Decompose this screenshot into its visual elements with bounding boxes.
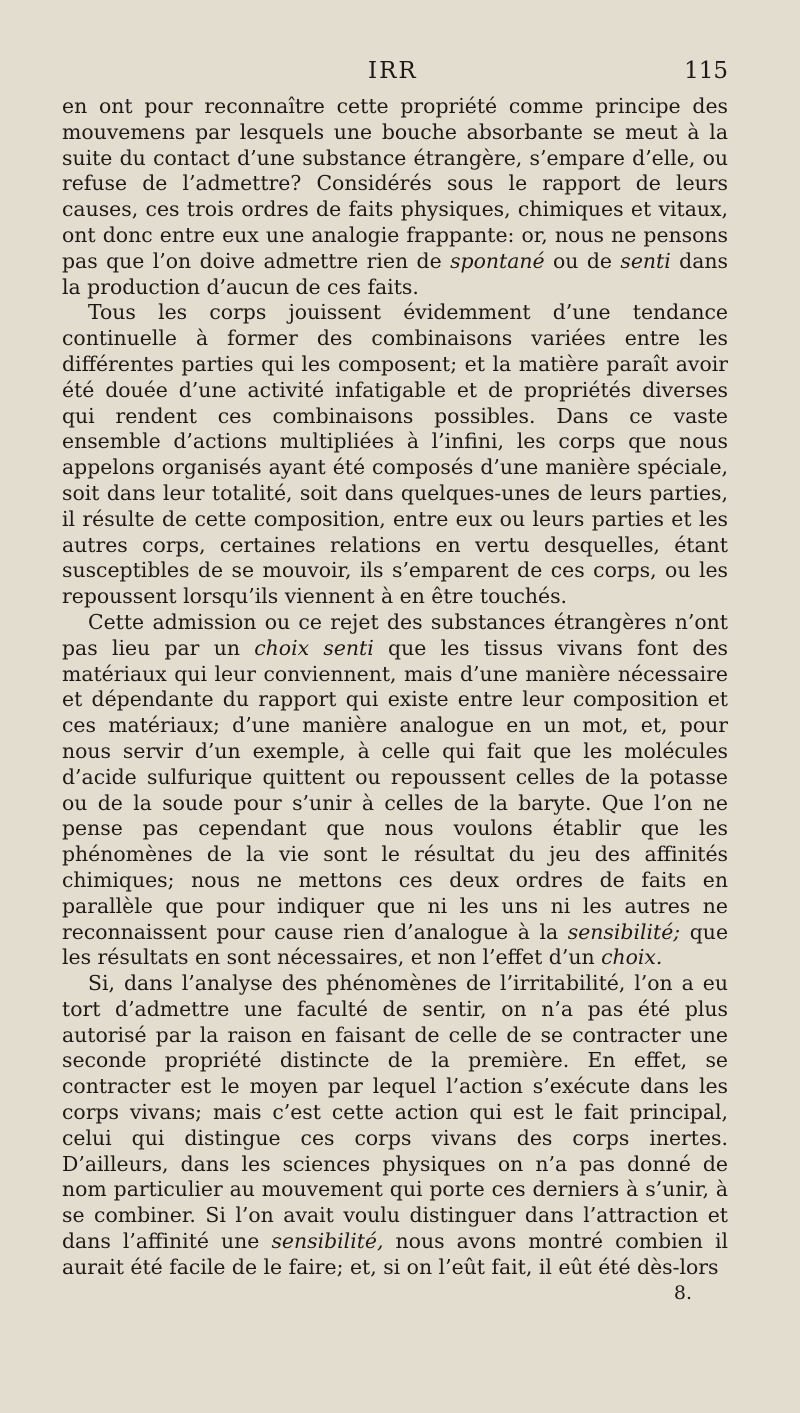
paragraph xyxy=(62,971,728,1281)
page-number: 115 xyxy=(684,58,728,84)
text-run: nous avons montré combien il aurait été facile de le faire; et, si on l’eût fait, il eût été dès-lors xyxy=(62,1229,728,1279)
italic-text: spontané xyxy=(450,248,545,273)
text-run: en ont pour reconnaître cette propriété comme principe des mouvemens par lesquels une bouche absorbante se meut à la suite du contact d’une substance étrangère, s’empare d’elle, ou refuse de l’admettre? Considérés sous le rapport de leurs causes, ces trois ordres de faits physiques, chimiques et vitaux, ont donc entre eux une analogie frappante: or, nous ne pensons pas que l’on doive admettre rien de xyxy=(62,94,728,273)
text-run: dans la production d’aucun de ces faits. xyxy=(62,248,728,299)
signature-mark: 8. xyxy=(673,1282,692,1304)
body-text xyxy=(62,94,728,1281)
italic-text: sensibilité, xyxy=(271,1229,384,1254)
paragraph xyxy=(62,610,728,971)
text-run: Si, dans l’analyse des phénomènes de l’irritabilité, l’on a eu tort d’admettre une faculté de sentir, on n’a pas été plus autorisé par la raison en faisant de celle de se contracter une seconde propriété distincte de la première. En effet, se contracter est le moyen par lequel l’action s’exécute dans les corps vivans; mais c’est cette action qui est le fait principal, celui qui distingue ces corps vivans des corps inertes. D’ailleurs, dans les sciences physiques on n’a pas donné de nom particulier au mouvement qui porte ces derniers à s’unir, à se combiner. Si l’on avait voulu distinguer dans l’attraction et dans l’affinité une xyxy=(62,971,728,1254)
text-run: que les tissus vivans font des matériaux qui leur conviennent, mais d’une manière nécessaire et dépendante du rapport qui existe entre leur composition et ces matériaux; d’une manière analogue en un mot, et, pour nous servir d’un exemple, à celle qui fait que les molécules d’acide sulfurique quittent ou repoussent celles de la potasse ou de la soude pour s’unir à celles de la baryte. Que l’on ne pense pas cependant que nous voulons établir que les phénomènes de la vie sont le résultat du jeu des affinités chimiques; nous ne mettons ces deux ordres de faits en parallèle que pour indiquer que ni les uns ni les autres ne reconnaissent pour cause rien d’analogue à la xyxy=(62,635,729,944)
paragraph xyxy=(62,300,728,610)
running-head-title: IRR xyxy=(368,58,418,84)
text-run: Cette admission ou ce rejet des substances étrangères n’ont pas lieu par un xyxy=(62,609,728,660)
italic-text: senti xyxy=(620,248,671,273)
italic-text: choix. xyxy=(601,945,663,970)
text-run: ou de xyxy=(544,248,621,273)
text-run: Tous les corps jouissent évidemment d’une tendance continuelle à former des combinaisons variées entre les différentes parties qui les composent; et la matière paraît avoir été douée d’une activité infatigable et de propriétés diverses qui rendent ces combinaisons possibles. Dans ce vaste ensemble d’actions multipliées à l’infini, les corps que nous appelons organisés ayant été composés d’une manière spéciale, soit dans leur totalité, soit dans quelques-unes de leurs parties, il résulte de cette composition, entre eux ou leurs parties et les autres corps, certaines relations en vertu desquelles, étant susceptibles de se mouvoir, ils s’emparent de ces corps, ou les repoussent lorsqu’ils viennent à en être touchés. xyxy=(62,300,728,609)
text-run: que les résultats en sont nécessaires, et non l’effet d’un xyxy=(62,919,729,970)
paragraph xyxy=(62,94,728,300)
running-head xyxy=(62,58,728,94)
italic-text: sensibilité; xyxy=(567,919,681,944)
italic-text: choix senti xyxy=(254,635,374,660)
